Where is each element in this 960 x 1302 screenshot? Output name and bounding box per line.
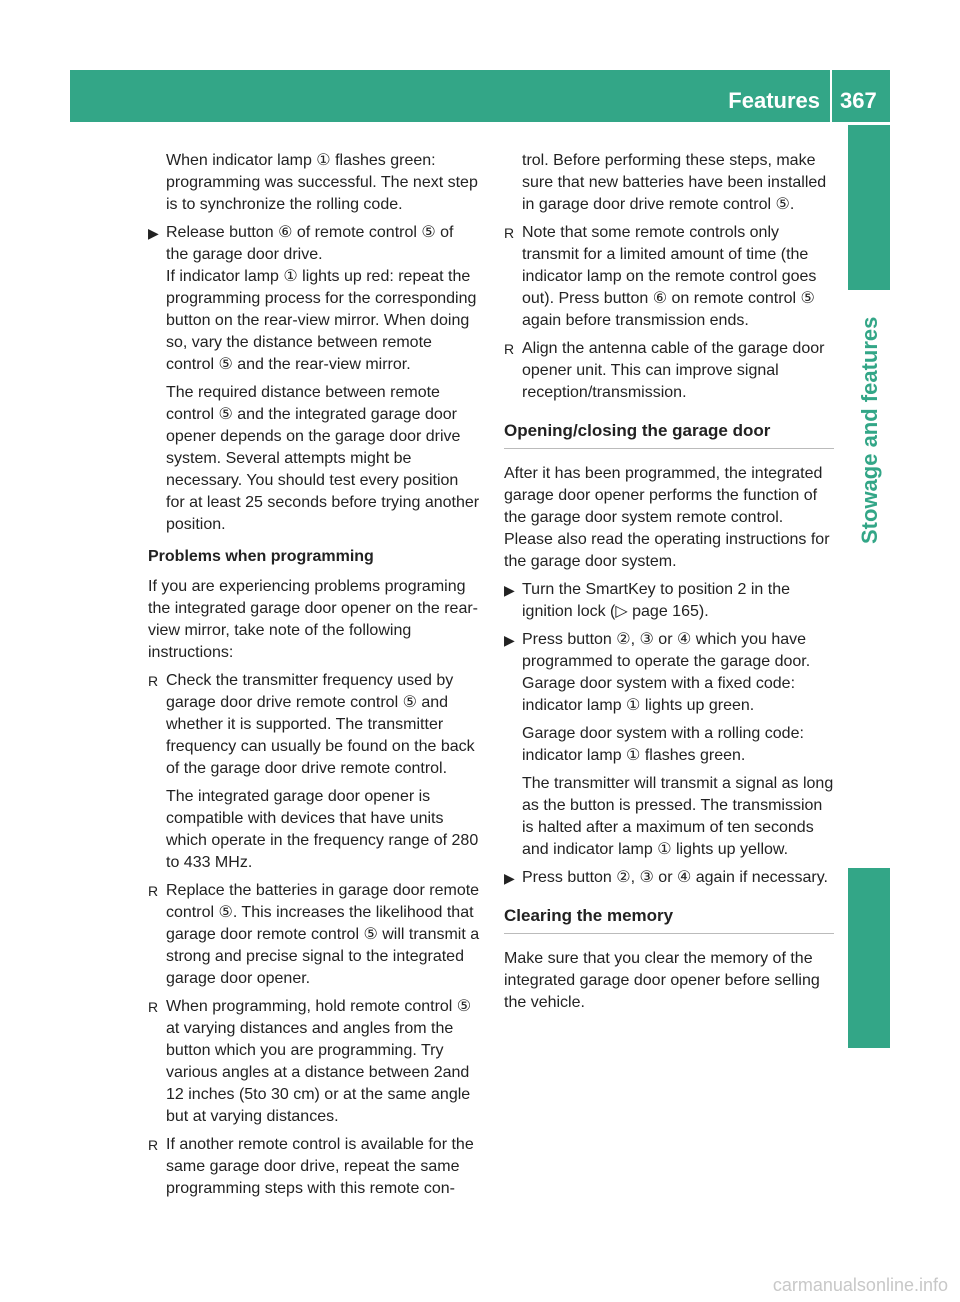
section-title: Features — [728, 88, 820, 113]
paragraph: Make sure that you clear the memory of the integrated garage door opener before selling the vehicle. — [504, 950, 820, 1011]
bullet-item: R If another remote control is available for the same garage door drive, repeat the same programming steps with this remote con- — [148, 1136, 474, 1197]
step-arrow-icon: ▶ — [504, 632, 515, 648]
side-tab — [848, 125, 890, 290]
section-heading: Clearing the memory — [504, 905, 834, 934]
bullet-item: R Align the antenna cable of the garage door opener unit. This can improve signal reception/transmission. — [504, 340, 825, 401]
header-divider — [830, 70, 832, 122]
bullet-icon: R — [504, 225, 515, 241]
bullet-icon: R — [504, 341, 515, 357]
paragraph: The integrated garage door opener is compatible with devices that have units which operate in the frequency range of 280 to 433 MHz. — [166, 788, 479, 871]
page-number: 367 — [840, 88, 877, 113]
paragraph: The required distance between remote control ⑤ and the integrated garage door opener depends on the garage door drive system. Several attempts might be necessary. You should test every position for at least 25 seconds before trying another position. — [166, 384, 480, 533]
step-arrow-icon: ▶ — [504, 582, 515, 598]
paragraph: When indicator lamp ① flashes green: programming was successful. The next step is to synchronize the rolling code. — [166, 152, 478, 213]
paragraph: Garage door system with a rolling code: indicator lamp ① flashes green. — [522, 725, 804, 764]
bullet-item: R Replace the batteries in garage door remote control ⑤. This increases the likelihood that garage door remote control ⑤ will transmit a strong and precise signal to the integrated garage door opener. — [148, 882, 480, 987]
paragraph: trol. Before performing these steps, make sure that new batteries have been installed in garage door drive remote control ⑤. — [522, 152, 827, 213]
side-block — [848, 868, 890, 1048]
side-section-label: Stowage and features — [857, 316, 882, 544]
bullet-item: R When programming, hold remote control ⑤ at varying distances and angles from the button which you are programming. Try various angles at a distance between 2and 12 inches (5to 30 cm) or at the same angle but at varying distances. — [148, 998, 472, 1125]
step-arrow-icon: ▶ — [148, 225, 159, 241]
bullet-icon: R — [148, 673, 159, 689]
instruction-step: ▶ Press button ②, ③ or ④ which you have programmed to operate the garage door. Garage door system with a fixed code: indicator lamp ① lights up green. — [504, 631, 811, 714]
paragraph: If you are experiencing problems programing the integrated garage door opener on the rear-view mirror, take note of the following instructions: — [148, 578, 479, 661]
footer-watermark: carmanualsonline.info — [772, 1275, 948, 1295]
instruction-step: ▶ Turn the SmartKey to position 2 in the ignition lock (▷ page 165). — [504, 581, 790, 620]
subheading: Problems when programming — [148, 548, 374, 565]
bullet-icon: R — [148, 1137, 159, 1153]
step-arrow-icon: ▶ — [504, 870, 515, 886]
bullet-item: R Note that some remote controls only transmit for a limited amount of time (the indicator lamp on the remote control goes out). Press button ⑥ on remote control ⑤ again before transmission ends. — [504, 224, 817, 329]
bullet-icon: R — [148, 999, 159, 1015]
paragraph: After it has been programmed, the integrated garage door opener performs the function of the garage door system remote control. Please also read the operating instructions for the garage door system. — [504, 465, 830, 570]
paragraph: The transmitter will transmit a signal as long as the button is pressed. The transmission is halted after a maximum of ten seconds and indicator lamp ① lights up yellow. — [522, 775, 834, 858]
right-column — [504, 150, 834, 1020]
bullet-item: R Check the transmitter frequency used by garage door drive remote control ⑤ and whether it is supported. The transmitter frequency can usually be found on the back of the garage door drive remote control. — [148, 672, 475, 777]
instruction-step: ▶ Press button ②, ③ or ④ again if necessary. — [504, 867, 834, 889]
instruction-step: ▶ Release button ⑥ of remote control ⑤ of the garage door drive. If indicator lamp ① lights up red: repeat the programming process for the corresponding button on the rear-view mirror. When doing so, vary the distance between remote control ⑤ and the rear-view mirror. — [148, 224, 477, 373]
left-column — [148, 150, 480, 1206]
bullet-icon: R — [148, 883, 159, 899]
section-heading: Opening/closing the garage door — [504, 420, 834, 449]
